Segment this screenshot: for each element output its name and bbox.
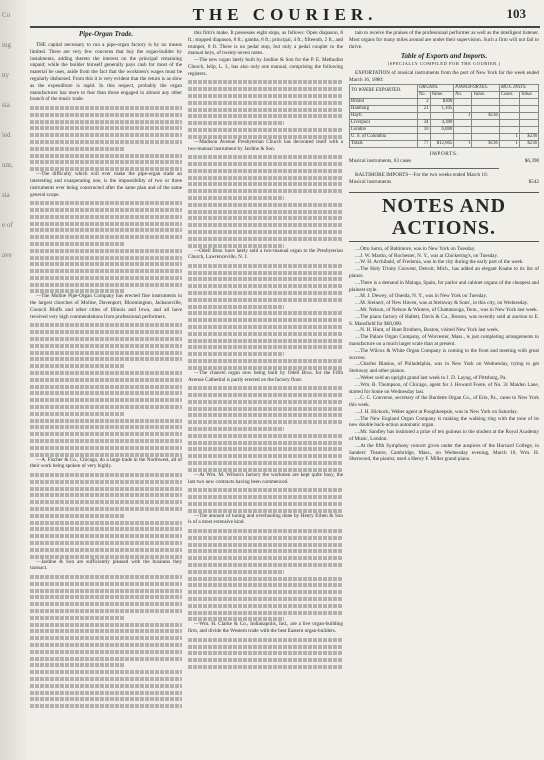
table-cell bbox=[499, 126, 519, 133]
table-subtitle: [SPECIALLY COMPILED FOR THE COURIER.] bbox=[387, 61, 501, 67]
table-cell: 1 bbox=[454, 112, 472, 119]
imports-label: Musical instruments, 63 cases bbox=[349, 158, 412, 165]
text-lines bbox=[30, 106, 182, 171]
table-cell bbox=[499, 105, 519, 112]
column-2 bbox=[188, 30, 343, 755]
article-heading: Pipe-Organ Trade. bbox=[78, 30, 134, 38]
note-item: ....Mr. Nelson, of Nelson & Winters, of Chattanooga, Tenn., was in New York last week. bbox=[355, 306, 539, 313]
imports-heading: IMPORTS. bbox=[429, 150, 459, 157]
table-cell: Hayti bbox=[350, 112, 418, 119]
text-lines bbox=[30, 323, 182, 456]
table-header: MUS. INSTS. bbox=[499, 84, 538, 91]
table-cell bbox=[472, 105, 499, 112]
table-cell bbox=[499, 119, 519, 126]
table-cell bbox=[472, 119, 499, 126]
note-item: ....There is a demand in Malaga, Spain, for parlor and cabinet organs of the cheapest and plainest style. bbox=[349, 279, 539, 293]
table-cell bbox=[430, 133, 454, 140]
note-item: ....Weber sold an upright grand last week to J. D. Layng, of Pittsburg, Pa. bbox=[355, 374, 507, 381]
table-cell: 21 bbox=[417, 105, 430, 112]
table-row bbox=[350, 119, 539, 126]
text-lines bbox=[188, 80, 343, 138]
table-cell: 77 bbox=[417, 140, 430, 147]
note-item: ....The Wilcox & White Organ Company is coming to the front and meeting with great success. bbox=[349, 347, 539, 361]
text-lines bbox=[188, 264, 343, 370]
table-header: No. bbox=[417, 91, 430, 98]
table-header: Value. bbox=[472, 91, 499, 98]
table-header: Value. bbox=[430, 91, 454, 98]
table-cell bbox=[519, 105, 538, 112]
edge-text: sia bbox=[2, 101, 10, 109]
table-cell: Liverpool bbox=[350, 119, 418, 126]
note-item: ....Otto Sutro, of Baltimore, was in New York on Tuesday. bbox=[355, 245, 476, 252]
table-header: PIANOFORTES. bbox=[454, 84, 500, 91]
baltimore-heading: BALTIMORE IMPORTS—For the two weeks ended March 16: bbox=[355, 172, 489, 179]
table-cell bbox=[472, 126, 499, 133]
text-lines bbox=[188, 386, 343, 472]
note-item: ....The Palace Organ Company, of Worcester, Mass., is just completing arrangements to manufacture on a much larger scale than at present. bbox=[349, 334, 539, 347]
table-cell: U. S. of Colombia bbox=[350, 133, 418, 140]
imports-value: $6,398 bbox=[524, 158, 539, 165]
article-paragraph: —Odell Bros. have lately sold a two-manual organ to the Presbyterian Church, Lawrenceville, N. J. bbox=[188, 247, 343, 261]
table-title: Table of Exports and Imports. bbox=[400, 52, 488, 61]
table-cell: 1,105 bbox=[430, 105, 454, 112]
table-cell: $136 bbox=[472, 140, 499, 147]
divider bbox=[389, 168, 499, 169]
table-header: Cases. bbox=[499, 91, 519, 98]
table-cell bbox=[454, 126, 472, 133]
table-cell bbox=[417, 133, 430, 140]
table-cell bbox=[454, 98, 472, 105]
newspaper-title: THE COURIER. bbox=[192, 5, 378, 24]
baltimore-row bbox=[349, 179, 539, 186]
table-cell bbox=[472, 133, 499, 140]
page-number: 103 bbox=[506, 6, 526, 21]
exports-table bbox=[349, 84, 539, 148]
table-cell bbox=[499, 112, 519, 119]
note-item: ....N. H. Hunt, of Hunt Brothers, Boston, visited New York last week. bbox=[355, 327, 500, 334]
article-paragraph: —Wm. H. Clarke & Co., Indianapolis, Ind., are a live organ-building firm, and divide the Western trade with the best Eastern organ-builders. bbox=[188, 621, 343, 635]
edge-text: um, bbox=[2, 161, 13, 169]
article-paragraph: —The difficulty which will ever make the pipe-organ trade an interesting and exasperating one, is the impossibility of two or three instruments ever being constructed after the same plan and of the same general scope. bbox=[30, 171, 182, 198]
table-cell bbox=[430, 112, 454, 119]
table-cell bbox=[519, 126, 538, 133]
table-cell bbox=[499, 98, 519, 105]
table-intro: EXPORTATION of musical instruments from the port of New York for the week ended March 16, 1880: bbox=[349, 69, 539, 83]
text-lines bbox=[30, 201, 182, 293]
table-cell: 1 bbox=[499, 140, 519, 147]
article-paragraph: THE capital necessary to run a pipe-organ factory is by no means limited. There are very few concerns that buy the organ-builder by instalments, adding thereto the interest on the principal remaining unpaid; while the builder himself generally pays cash for most of the material he uses, aside from the fact that the workmen's wages must be regularly disbursed. From this it is very evident that the return is as slow as the expenditure is rapid. In this respect, probably the organ manufacturer has more to fear than those engaged in almost any other branch of the music trade. bbox=[30, 42, 182, 103]
table-cell: $236 bbox=[519, 140, 538, 147]
table-cell: 34 bbox=[417, 119, 430, 126]
table-cell bbox=[519, 98, 538, 105]
note-item: ....The Holy Trinity Convent, Detroit, Mich., has added an elegant Knabe to its list of pianos. bbox=[349, 266, 539, 279]
baltimore-label: Musical instruments bbox=[349, 178, 392, 185]
article-paragraph: —The chancel organ now being built by Odell Bros. for the Fifth Avenue Cathedral is partly erected on the factory floor. bbox=[188, 369, 343, 383]
article-paragraph: —Madison Avenue Presbyterian Church has decorated itself with a two-manual instrument by Jardine & Son. bbox=[188, 138, 343, 152]
edge-text: ing bbox=[2, 41, 11, 49]
table-cell bbox=[519, 112, 538, 119]
table-cell bbox=[454, 119, 472, 126]
notes-heading: NOTES AND ACTIONS. bbox=[349, 192, 539, 242]
table-cell: $300 bbox=[430, 98, 454, 105]
article-paragraph: —The amount of tuning and overhauling done by Henry Erben & Son is of a most extensive kind. bbox=[188, 512, 343, 526]
table-cell: 1 bbox=[499, 133, 519, 140]
table-cell: $236 bbox=[519, 133, 538, 140]
table-cell bbox=[472, 98, 499, 105]
note-item: ....J. H. Hickock, Weber agent at Poughkeepsie, was in New York on Saturday. bbox=[355, 408, 518, 415]
text-lines bbox=[188, 488, 343, 512]
table-cell: 10 bbox=[417, 126, 430, 133]
text-lines bbox=[188, 155, 343, 247]
table-cell: 6,880 bbox=[430, 126, 454, 133]
note-item: ....W. H. Archibald, of Fredonia, was in the city during the early part of the week. bbox=[355, 259, 524, 266]
article-paragraph: —At Wm. M. Wilson's factory the workmen are kept quite busy, the last two new contracts having been commenced. bbox=[188, 471, 343, 485]
table-cell: 1 bbox=[454, 140, 472, 147]
article-paragraph: tain to receive the praises of the professional performer as well as the intelligent listener. Most organs for many miles around are under their supervision. Such a firm will not fail to thrive. bbox=[349, 30, 539, 50]
edge-text: ny bbox=[2, 71, 9, 79]
note-item: ....M. Steinert, of New Haven, was at Steinway & Sons', in this city, on Wednesday. bbox=[355, 300, 529, 307]
table-row bbox=[350, 98, 539, 105]
note-item: ....M. J. Dewey, of Oneida, N. Y., was in New York on Tuesday. bbox=[355, 293, 488, 300]
table-cell: 4,380 bbox=[430, 119, 454, 126]
table-row bbox=[350, 126, 539, 133]
edge-text: sia bbox=[2, 191, 10, 199]
table-row bbox=[350, 112, 539, 119]
note-item: ....Mr. Sandley has instituted a prize of ten guineas to the student at the Royal Academy of Music, London. bbox=[349, 429, 539, 443]
note-item: ....Charles Blasius, of Philadelphia, was in New York on Wednesday, trying to get Steinway and other pianos. bbox=[349, 361, 539, 375]
note-item: ....Wm. B. Thompson, of Chicago, agent for J. Howard Foote, of No. 31 Maiden Lane, started for home on Wednesday last. bbox=[349, 381, 539, 395]
text-lines bbox=[30, 575, 182, 708]
baltimore-value: $542 bbox=[528, 178, 539, 185]
table-header: ORGANS. bbox=[417, 84, 453, 91]
note-item: ....The New England Organ Company is making the walking ring with the tone of its new double back-action automatic organ. bbox=[349, 415, 539, 429]
table-cell bbox=[454, 105, 472, 112]
article-paragraph: —A. Fischer & Co., Chicago, do a large trade in the Northwest, all of their work being spoken of very highly. bbox=[30, 456, 182, 470]
text-lines bbox=[188, 529, 343, 621]
table-cell bbox=[454, 133, 472, 140]
table-cell: $136 bbox=[472, 112, 499, 119]
table-row bbox=[350, 140, 539, 147]
table-cell: Bristol bbox=[350, 98, 418, 105]
table-row bbox=[350, 133, 539, 140]
note-item: ....J. W. Martin, of Rochester, N. Y., was at Chickering's, on Tuesday. bbox=[355, 252, 499, 259]
table-row bbox=[350, 105, 539, 112]
article-paragraph: —The new organ lately built by Jardine & Son for the P. E. Methodist Church, Islip, L. I., has also only one manual, comprising the following registers. bbox=[188, 57, 343, 77]
column-3 bbox=[349, 30, 539, 755]
edge-text: Co bbox=[2, 11, 11, 19]
table-cell: 2 bbox=[417, 98, 430, 105]
article-paragraph: —Jardine & Son are sufficiently pleased with the business they transact. bbox=[30, 558, 182, 572]
table-header: No. bbox=[454, 91, 472, 98]
table-cell: Totals bbox=[350, 140, 418, 147]
table-cell bbox=[519, 119, 538, 126]
text-lines bbox=[188, 638, 343, 669]
note-item: ....C. C. Converse, secretary of the Burdette Organ Co., of Erie, Pa., came to New York this week. bbox=[349, 395, 539, 409]
table-cell: London bbox=[350, 126, 418, 133]
article-paragraph: this firm's make. It possesses eight stops, as follows: Open diapason, 8 ft.; stopped diapason, 8 ft.; gamba, 8 ft.; principal, 4 ft.; fifteenth, 2 ft., and trumpet, 8 ft. There is no pedal stop, but only a pedal coupler to the manual keys, of twenty-seven notes. bbox=[188, 30, 343, 57]
note-item: ....At the fifth Symphony concert given under the auspices of the Harvard College, in Sanders' Theatre, Cambridge, Mass., on Wednesday evening, March 10, Wm. H. Sherwood, the pianist, used a Henry F. Miller grand piano. bbox=[349, 442, 539, 463]
column-1 bbox=[30, 30, 182, 755]
edge-text: e of bbox=[2, 221, 13, 229]
table-header: Value. bbox=[519, 91, 538, 98]
edge-text: ied bbox=[2, 131, 11, 139]
table-cell bbox=[417, 112, 430, 119]
note-item: ....The piano factory of Hallett, Davis & Co., Boston, was recently sold at auction to E. S. Mansfield for $60,000. bbox=[349, 313, 539, 327]
article-paragraph: —The Moline Pipe-Organ Company has erected fine instruments in the largest churches of Moline, Davenport, Bloomington, Jacksonville, Council Bluffs and other cities of Illinois and Iowa, and all have received very high commendations from professional performers. bbox=[30, 293, 182, 320]
table-header: TO WHERE EXPORTED. bbox=[350, 84, 418, 98]
imports-row bbox=[349, 158, 539, 165]
table-cell: Hamburg bbox=[350, 105, 418, 112]
masthead bbox=[30, 4, 540, 28]
table-cell: $12,665 bbox=[430, 140, 454, 147]
edge-text: ave bbox=[2, 251, 12, 259]
adjacent-page-edge bbox=[0, 0, 26, 760]
text-lines bbox=[30, 473, 182, 559]
notes-list bbox=[349, 246, 539, 464]
